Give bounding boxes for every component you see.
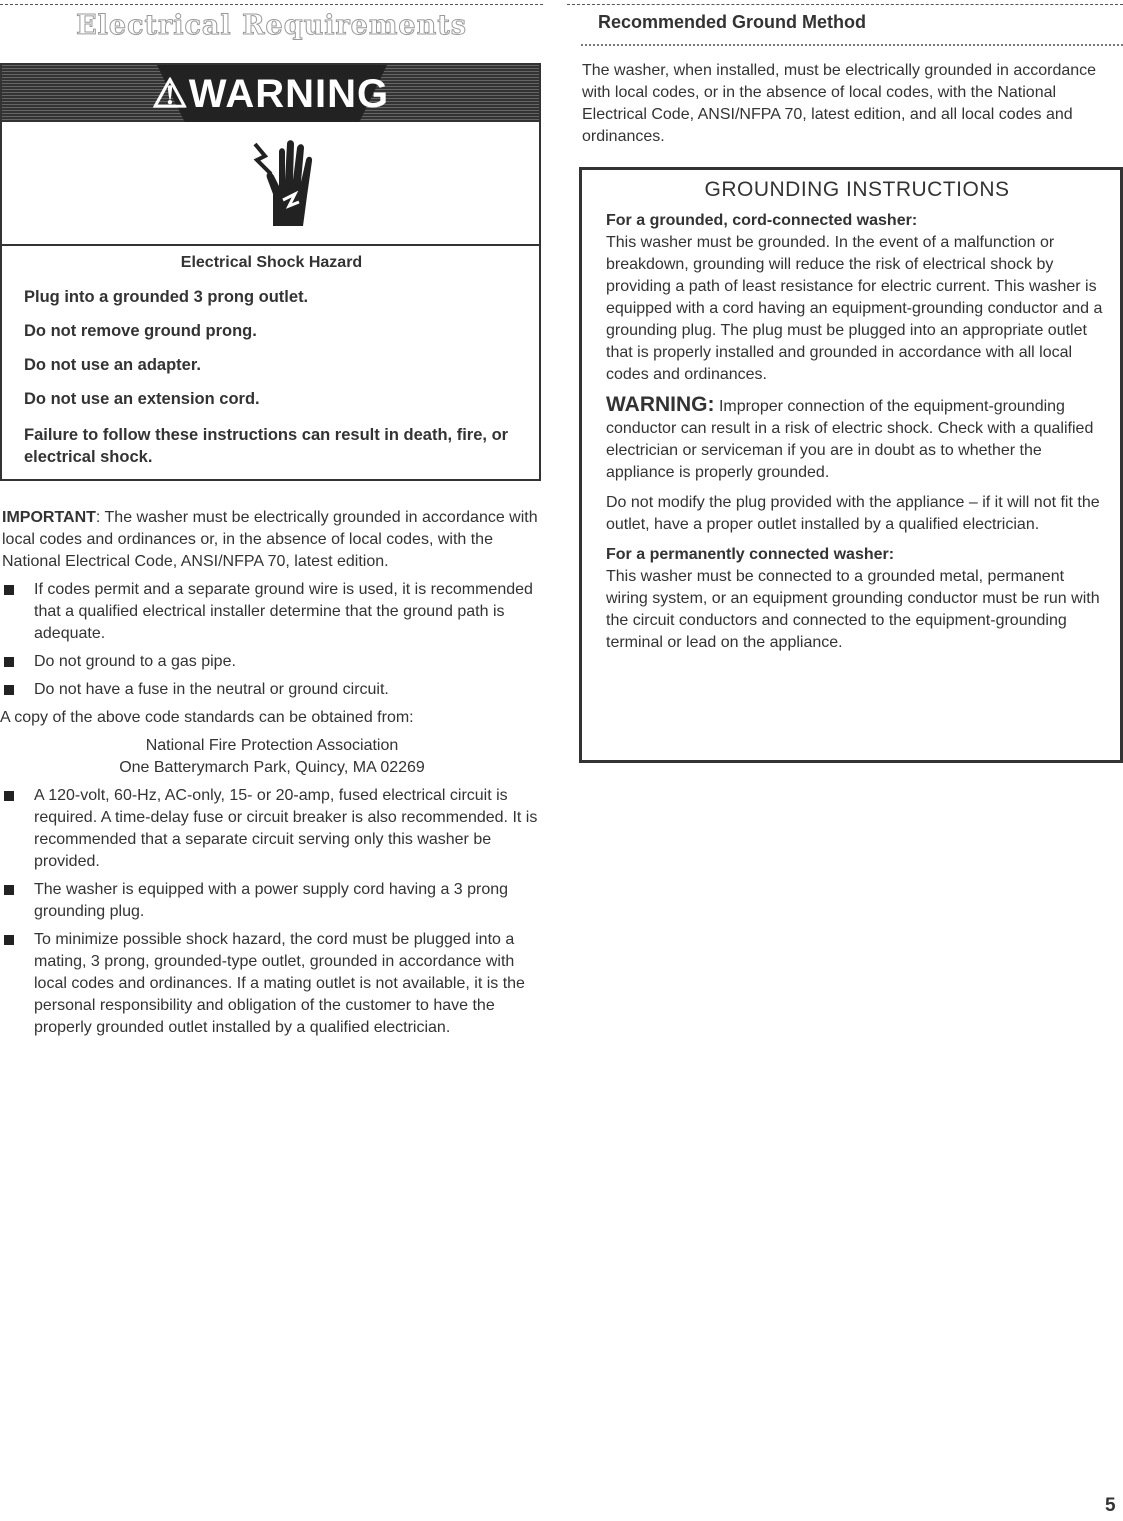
cord-connected-text: This washer must be grounded. In the event of a malfunction or breakdown, grounding will reduce the risk of electrical shock by providing a path of least resistance for electric current. This washer is equipped with a cord having an equipment-grounding conductor and a grounding plug. The plug must be plugged into an appropriate outlet that is properly installed and grounded in accordance with all local codes and ordinances. [606, 234, 1103, 383]
modify-plug-text: Do not modify the plug provided with the appliance – if it will not fit the outlet, have a proper outlet installed by a qualified electrician. [606, 494, 1100, 533]
warning-header [2, 65, 539, 122]
list-item [2, 879, 542, 923]
list-item-text: The washer is equipped with a power supply cord having a 3 prong grounding plug. [34, 881, 509, 920]
grounding-instructions-box [579, 167, 1123, 763]
address-line-2: One Batterymarch Park, Quincy, MA 02269 [119, 759, 425, 776]
heading-rule [581, 44, 1123, 46]
cord-connected-heading: For a grounded, cord-connected washer: [606, 212, 918, 229]
warning-icon-area [2, 122, 539, 246]
list-item [2, 929, 542, 1039]
important-paragraph [2, 507, 542, 573]
bullet-square-icon [4, 685, 14, 695]
page-number: 5 [1105, 1495, 1116, 1516]
permanent-connection-text: This washer must be connected to a grounded metal, permanent wiring system, or an equipment grounding conductor must be run with the circuit conductors and connected to the equipment-grounding terminal or lead on the appliance. [606, 568, 1100, 651]
warning-failure-line: Failure to follow these instructions can result in death, fire, or electrical shock. [24, 426, 509, 466]
warning-title: ⚠WARNING [151, 72, 390, 116]
list-item-text: If codes permit and a separate ground wire is used, it is recommended that a qualified electrical installer determine that the ground path is adequate. [34, 581, 533, 642]
electric-shock-hand-icon [247, 134, 317, 232]
grounding-warning-label: WARNING: [606, 393, 715, 416]
hazard-title: Electrical Shock Hazard [180, 254, 363, 271]
list-item [2, 651, 542, 673]
list-item [2, 579, 542, 645]
grounding-warning-text: Improper connection of the equipment-grounding conductor can result in a risk of electric shock. Check with a qualified electrician or serviceman if you are in doubt as to whether the appliance is properly grounded. [606, 398, 1094, 481]
copy-line: A copy of the above code standards can be obtained from: [0, 709, 414, 726]
list-item-text: A 120-volt, 60-Hz, AC-only, 15- or 20-amp, fused electrical circuit is required. A time-delay fuse or circuit breaker is also recommended. It is recommended that a separate circuit serving only this washer be provided. [34, 787, 538, 870]
grounding-title: GROUNDING INSTRUCTIONS [704, 178, 1010, 201]
warning-line: Plug into a grounded 3 prong outlet. [24, 288, 309, 306]
list-item [2, 679, 542, 701]
address-line-1: National Fire Protection Association [145, 737, 399, 754]
important-text: : The washer must be electrically grounded in accordance with local codes and ordinances or, in the absence of local codes, with the National Electrical Code, ANSI/NFPA 70, latest edition. [2, 509, 538, 570]
list-item-text: To minimize possible shock hazard, the cord must be plugged into a mating, 3 prong, grounded-type outlet, grounded in accordance with local codes and ordinances. If a mating outlet is not available, it is the personal responsibility and obligation of the customer to have the properly grounded outlet installed by a qualified electrician. [34, 931, 525, 1036]
recommended-ground-heading: Recommended Ground Method [598, 12, 867, 32]
warning-box [0, 63, 541, 481]
section-title: Electrical Requirements [76, 10, 467, 41]
warning-line: Do not use an extension cord. [24, 390, 260, 408]
list-item [2, 785, 542, 873]
bullet-square-icon [4, 657, 14, 667]
warning-line: Do not use an adapter. [24, 356, 201, 374]
bullet-square-icon [4, 585, 14, 595]
list-item-text: Do not ground to a gas pipe. [34, 653, 236, 670]
permanent-connection-heading: For a permanently connected washer: [606, 546, 895, 563]
warning-body [2, 246, 539, 468]
warning-line: Do not remove ground prong. [24, 322, 257, 340]
recommended-intro: The washer, when installed, must be electrically grounded in accordance with local codes, or in the absence of local codes, with the National Electrical Code, ANSI/NFPA 70, latest edition, and all local codes and ordinances. [582, 62, 1097, 145]
list-item-text: Do not have a fuse in the neutral or ground circuit. [34, 681, 389, 698]
important-label: IMPORTANT [2, 509, 96, 526]
bullet-square-icon [4, 885, 14, 895]
bullet-square-icon [4, 791, 14, 801]
important-section [2, 507, 542, 1039]
top-rule-right [567, 4, 1123, 5]
grounding-warning-paragraph [606, 394, 1108, 484]
top-rule-left [0, 4, 543, 5]
bullet-square-icon [4, 935, 14, 945]
